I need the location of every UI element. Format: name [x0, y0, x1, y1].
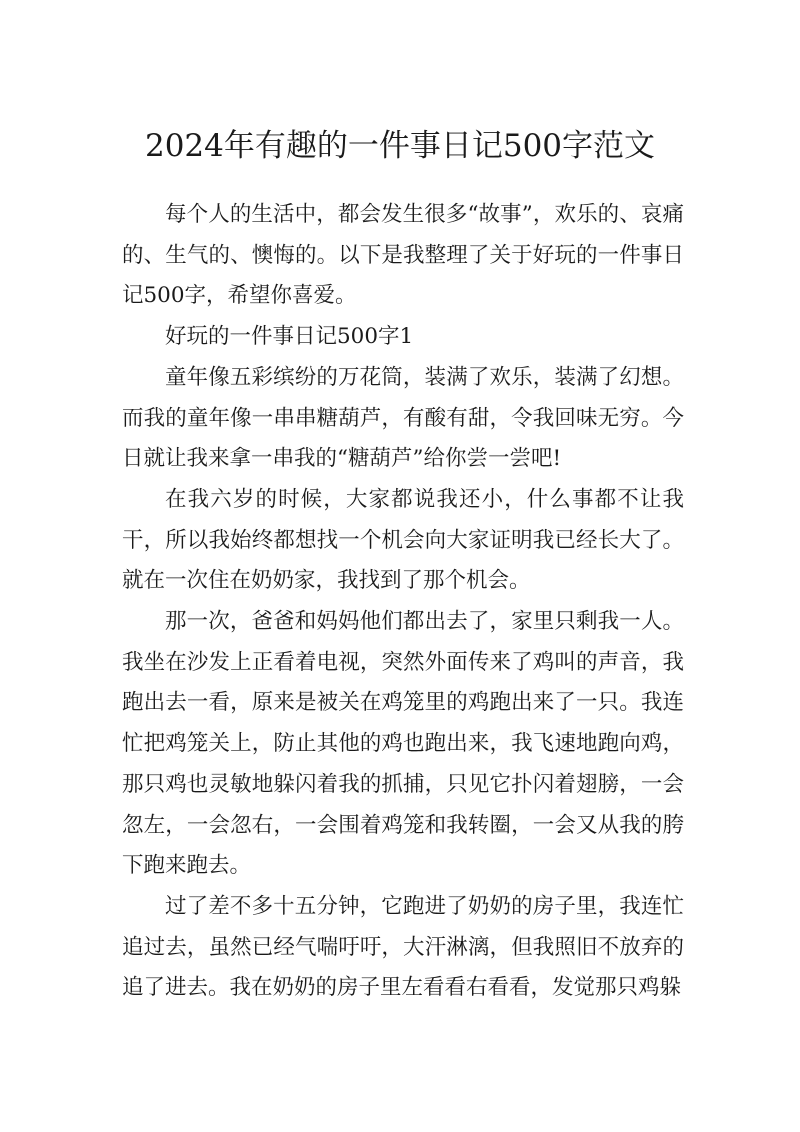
paragraph-into-house: 过了差不多十五分钟，它跑进了奶奶的房子里，我连忙追过去，虽然已经气喘吁吁，大汗淋漓，但我照旧不放弃的追了进去。我在奶奶的房子里左看看右看看，发觉那只鸡躲	[122, 893, 684, 1001]
paragraph-six-years-old: 在我六岁的时候，大家都说我还小，什么事都不让我干，所以我始终都想找一个机会向大家证明我已经长大了。就在一次住在奶奶家，我找到了那个机会。	[122, 486, 684, 594]
paragraph-intro: 每个人的生活中，都会发生很多“故事”，欢乐的、哀痛的、生气的、懊悔的。以下是我整理了关于好玩的一件事日记500字，希望你喜爱。	[122, 202, 684, 309]
paragraph-subheading: 好玩的一件事日记500字1	[165, 324, 414, 350]
document-title: 2024年有趣的一件事日记500字范文	[144, 128, 656, 164]
paragraph-childhood: 童年像五彩缤纷的万花筒，装满了欢乐，装满了幻想。而我的童年像一串串糖葫芦，有酸有甜，令我回味无穷。今日就让我来拿一串我的“糖葫芦”给你尝一尝吧!	[122, 364, 684, 472]
paragraph-chasing-chicken: 那一次，爸爸和妈妈他们都出去了，家里只剩我一人。我坐在沙发上正看着电视，突然外面传来了鸡叫的声音，我跑出去一看，原来是被关在鸡笼里的鸡跑出来了一只。我连忙把鸡笼关上，防止其他的鸡也跑出来，我飞速地跑向鸡，那只鸡也灵敏地躲闪着我的抓捕，只见它扑闪着翅膀，一会忽左，一会忽右，一会围着鸡笼和我转圈，一会又从我的胯下跑来跑去。	[122, 609, 684, 879]
document-body	[122, 195, 684, 1009]
